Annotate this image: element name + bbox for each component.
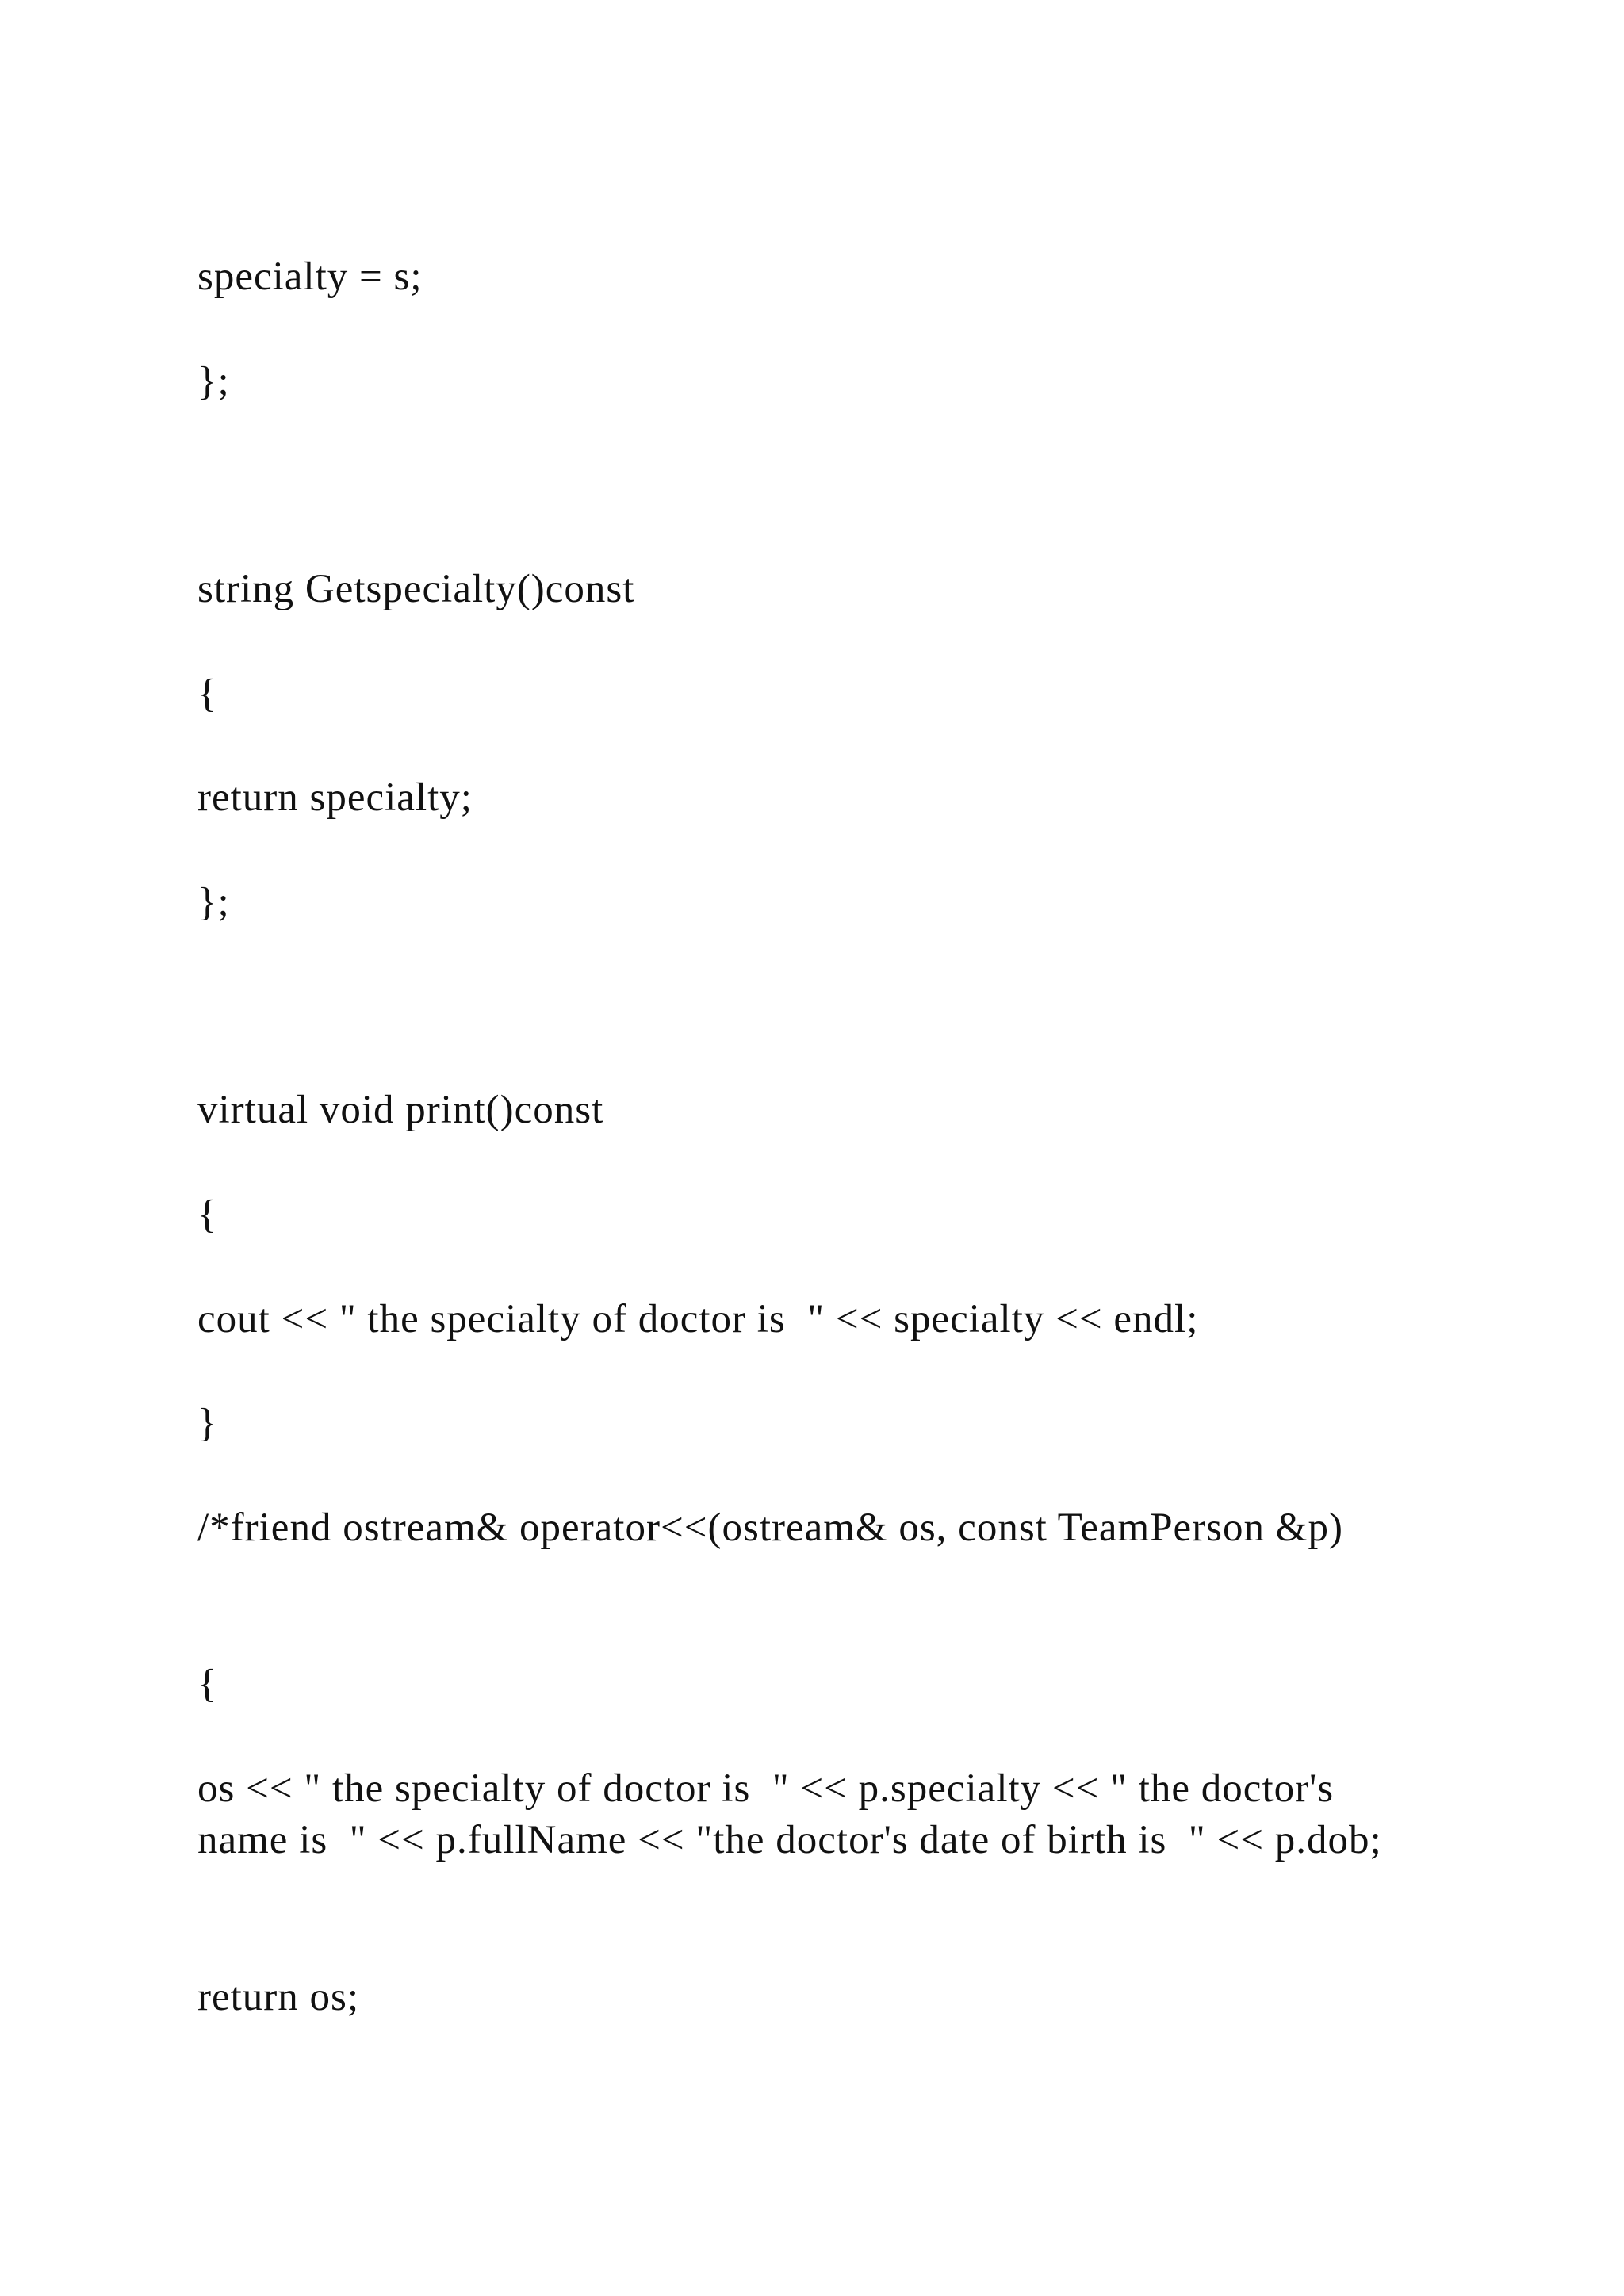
code-line-1: specialty = s; xyxy=(197,254,423,299)
code-line-12: { xyxy=(197,1662,218,1706)
code-line-14: return os; xyxy=(197,1975,360,2019)
code-line-9: cout << " the specialty of doctor is " << specialty << endl; xyxy=(197,1297,1199,1341)
code-line-5: return specialty; xyxy=(197,775,473,820)
code-line-8: { xyxy=(197,1192,218,1237)
code-line-11: /*friend ostream& operator<<(ostream& os, const TeamPerson &p) xyxy=(197,1506,1343,1550)
code-line-13: os << " the specialty of doctor is " << p.specialty << " the doctor's name is " << p.fullName << "the doctor's date of birth is " << p.dob; xyxy=(197,1766,1382,1862)
code-line-10: } xyxy=(197,1401,218,1445)
code-line-3: string Getspecialty()const xyxy=(197,567,635,611)
code-line-6: }; xyxy=(197,880,230,924)
code-line-7: virtual void print()const xyxy=(197,1088,604,1132)
code-line-2: }; xyxy=(197,359,230,404)
code-line-4: { xyxy=(197,672,218,716)
